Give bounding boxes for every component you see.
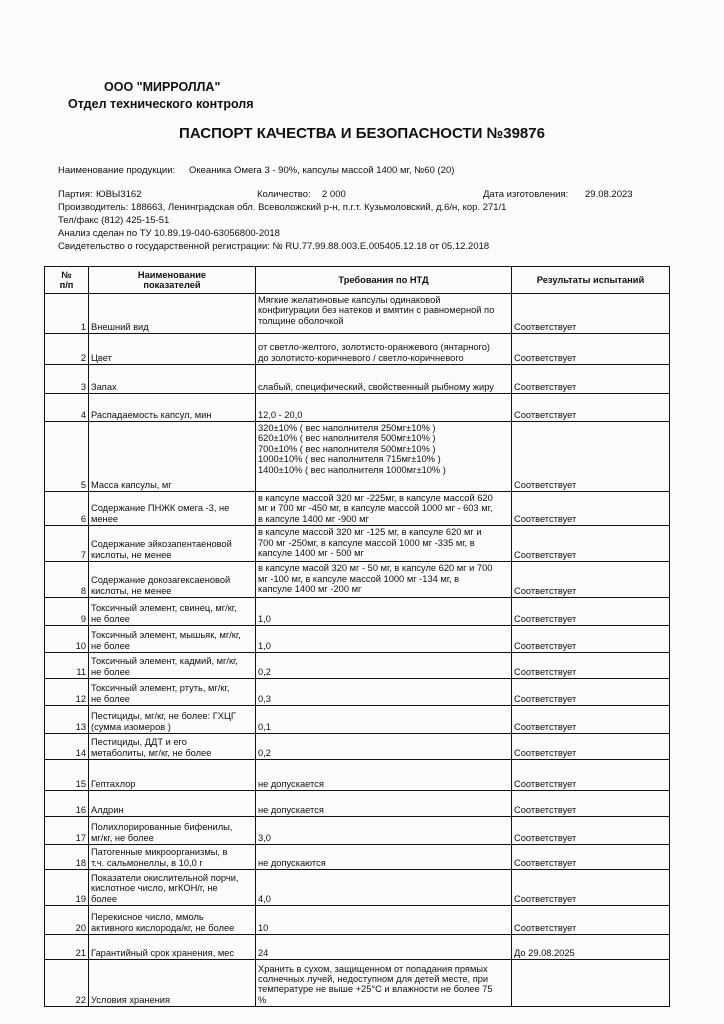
requirement: Хранить в сухом, защищенном от попадания прямых солнечных лучей, недоступном для детей месте, при температуре не выше +25°С и влажности не более 75 % <box>256 960 512 1007</box>
table-row <box>45 492 670 526</box>
manufacturer: Производитель: 188663, Ленинградская обл. Всеволожский р-н, п.г.т. Кузьмоловский, д.6/н, кор. 271/1 <box>58 202 507 213</box>
table-row <box>45 706 670 734</box>
product-label: Наименование продукции: <box>58 165 176 176</box>
requirement: не допускается <box>256 791 512 817</box>
table-row <box>45 760 670 791</box>
requirement: в капсуле массой 320 мг -225мг, в капсуле массой 620 мг и 700 мг -450 мг, в капсуле массой 1000 мг - 603 мг, в капсуле 1400 мг -900 мг <box>256 492 512 526</box>
row-number: 13 <box>45 706 89 734</box>
requirement: 24 <box>256 935 512 960</box>
indicator-name: Запах <box>89 365 256 394</box>
row-number: 20 <box>45 906 89 935</box>
document-title: ПАСПОРТ КАЧЕСТВА И БЕЗОПАСНОСТИ №39876 <box>179 125 545 142</box>
header-num: № п/п <box>45 267 89 294</box>
indicator-name: Перекисное число, ммоль активного кислорода/кг, не более <box>89 906 256 935</box>
table-row <box>45 526 670 562</box>
indicator-name: Пестициды, ДДТ и его метаболиты, мг/кг, не более <box>89 734 256 760</box>
row-number: 17 <box>45 817 89 845</box>
row-number: 8 <box>45 562 89 598</box>
row-number: 10 <box>45 626 89 653</box>
test-result: Соответствует <box>512 791 670 817</box>
table-row <box>45 791 670 817</box>
table-row <box>45 679 670 706</box>
row-number: 9 <box>45 598 89 626</box>
row-number: 18 <box>45 845 89 870</box>
test-result: Соответствует <box>512 870 670 906</box>
requirement: Мягкие желатиновые капсулы одинаковой конфигурации без натеков и вмятин с равномерной по толщине оболочкой <box>256 294 512 334</box>
test-result: Соответствует <box>512 679 670 706</box>
indicator-name: Пестициды, мг/кг, не более: ГХЦГ (сумма изомеров ) <box>89 706 256 734</box>
requirement: 1,0 <box>256 598 512 626</box>
test-result: Соответствует <box>512 422 670 492</box>
test-result: До 29.08.2025 <box>512 935 670 960</box>
indicator-name: Патогенные микроорганизмы, в т.ч. сальмонеллы, в 10,0 г <box>89 845 256 870</box>
table-row <box>45 653 670 679</box>
table-row <box>45 935 670 960</box>
table-row <box>45 960 670 1007</box>
row-number: 19 <box>45 870 89 906</box>
table-row <box>45 598 670 626</box>
row-number: 12 <box>45 679 89 706</box>
test-result: Соответствует <box>512 334 670 365</box>
table-row <box>45 294 670 334</box>
indicator-name: Алдрин <box>89 791 256 817</box>
requirement: не допускается <box>256 760 512 791</box>
requirement: в капсуле масой 320 мг - 50 мг, в капсуле 620 мг и 700 мг -100 мг, в капсуле массой 1000 мг -134 мг, в капсуле 1400 мг -200 мг <box>256 562 512 598</box>
requirement: 320±10% ( вес наполнителя 250мг±10% ) 620±10% ( вес наполнителя 500мг±10% ) 700±10% ( вес наполнителя 500мг±10% ) 1000±10% ( вес наполнителя 715мг±10% ) 1400±10% ( вес наполнителя 1000мг±10% ) <box>256 422 512 492</box>
test-result: Соответствует <box>512 906 670 935</box>
row-number: 4 <box>45 394 89 422</box>
certificate: Свидетельство о государственной регистрации: № RU.77.99.88.003.E.005405.12.18 от 05.12.2018 <box>58 241 490 252</box>
requirement: 10 <box>256 906 512 935</box>
quantity-value: 2 000 <box>322 189 346 200</box>
company-name: ООО "МИРРОЛЛА" <box>104 80 221 94</box>
phone: Тел/факс (812) 425-15-51 <box>58 215 170 226</box>
requirement: от светло-желтого, золотисто-оранжевого (янтарного) до золотисто-коричневого / светло-коричневого <box>256 334 512 365</box>
test-result: Соответствует <box>512 734 670 760</box>
indicator-name: Гарантийный срок хранения, мес <box>89 935 256 960</box>
test-result: Соответствует <box>512 760 670 791</box>
requirement: 3,0 <box>256 817 512 845</box>
indicator-name: Токсичный элемент, свинец, мг/кг, не более <box>89 598 256 626</box>
indicator-name: Содержание ПНЖК омега -3, не менее <box>89 492 256 526</box>
row-number: 2 <box>45 334 89 365</box>
table-row <box>45 394 670 422</box>
table-row <box>45 562 670 598</box>
indicator-name: Полихлорированные бифенилы, мг/кг, не более <box>89 817 256 845</box>
test-result: Соответствует <box>512 653 670 679</box>
indicator-name: Токсичный элемент, кадмий, мг/кг, не более <box>89 653 256 679</box>
test-result: Соответствует <box>512 294 670 334</box>
indicator-name: Гептахлор <box>89 760 256 791</box>
row-number: 6 <box>45 492 89 526</box>
requirement: 1,0 <box>256 626 512 653</box>
header-name: Наименование показателей <box>89 267 256 294</box>
table-row <box>45 870 670 906</box>
indicator-name: Распадаемость капсул, мин <box>89 394 256 422</box>
requirement: слабый, специфический, свойственный рыбному жиру <box>256 365 512 394</box>
requirement: 4,0 <box>256 870 512 906</box>
requirement: 0,3 <box>256 679 512 706</box>
test-result <box>512 960 670 1007</box>
indicator-name: Условия хранения <box>89 960 256 1007</box>
table-row <box>45 334 670 365</box>
analysis: Анализ сделан по ТУ 10.89.19-040-63056800-2018 <box>58 228 280 239</box>
indicator-name: Показатели окислительной порчи, кислотное число, мгКОН/г, не более <box>89 870 256 906</box>
product-value: Океаника Омега 3 - 90%, капсулы массой 1400 мг, №60 (20) <box>189 165 455 176</box>
row-number: 21 <box>45 935 89 960</box>
row-number: 11 <box>45 653 89 679</box>
test-result: Соответствует <box>512 817 670 845</box>
indicator-name: Внешний вид <box>89 294 256 334</box>
quantity-label: Количество: <box>257 189 311 200</box>
indicator-name: Содержание докозагексаеновой кислоты, не менее <box>89 562 256 598</box>
table-row <box>45 365 670 394</box>
table-row <box>45 626 670 653</box>
header-results: Результаты испытаний <box>512 267 670 294</box>
test-result: Соответствует <box>512 626 670 653</box>
row-number: 15 <box>45 760 89 791</box>
test-result: Соответствует <box>512 394 670 422</box>
quality-table <box>44 266 670 1007</box>
header-requirements: Требования по НТД <box>256 267 512 294</box>
indicator-name: Масса капсулы, мг <box>89 422 256 492</box>
table-row <box>45 734 670 760</box>
row-number: 5 <box>45 422 89 492</box>
table-row <box>45 817 670 845</box>
table-row <box>45 845 670 870</box>
test-result: Соответствует <box>512 562 670 598</box>
indicator-name: Содержание эйкозапентаеновой кислоты, не менее <box>89 526 256 562</box>
batch-label: Партия: <box>58 189 93 200</box>
date-label: Дата изготовления: <box>483 189 569 200</box>
row-number: 22 <box>45 960 89 1007</box>
date-value: 29.08.2023 <box>585 189 633 200</box>
test-result: Соответствует <box>512 598 670 626</box>
table-row <box>45 906 670 935</box>
requirement: 0,2 <box>256 734 512 760</box>
row-number: 3 <box>45 365 89 394</box>
requirement: 0,1 <box>256 706 512 734</box>
indicator-name: Цвет <box>89 334 256 365</box>
indicator-name: Токсичный элемент, ртуть, мг/кг, не более <box>89 679 256 706</box>
test-result: Соответствует <box>512 706 670 734</box>
requirement: в капсуле массой 320 мг -125 мг, в капсуле 620 мг и 700 мг -250мг, в капсуле массой 1000 мг -335 мг, в капсуле 1400 мг - 500 мг <box>256 526 512 562</box>
test-result: Соответствует <box>512 526 670 562</box>
row-number: 7 <box>45 526 89 562</box>
batch-value: ЮВЫ3162 <box>96 189 142 200</box>
test-result: Соответствует <box>512 492 670 526</box>
test-result: Соответствует <box>512 845 670 870</box>
requirement: не допускаются <box>256 845 512 870</box>
department-name: Отдел технического контроля <box>68 97 254 111</box>
row-number: 16 <box>45 791 89 817</box>
row-number: 1 <box>45 294 89 334</box>
table-header-row <box>45 267 670 294</box>
requirement: 12,0 - 20,0 <box>256 394 512 422</box>
row-number: 14 <box>45 734 89 760</box>
test-result: Соответствует <box>512 365 670 394</box>
table-row <box>45 422 670 492</box>
indicator-name: Токсичный элемент, мышьяк, мг/кг, не более <box>89 626 256 653</box>
requirement: 0,2 <box>256 653 512 679</box>
